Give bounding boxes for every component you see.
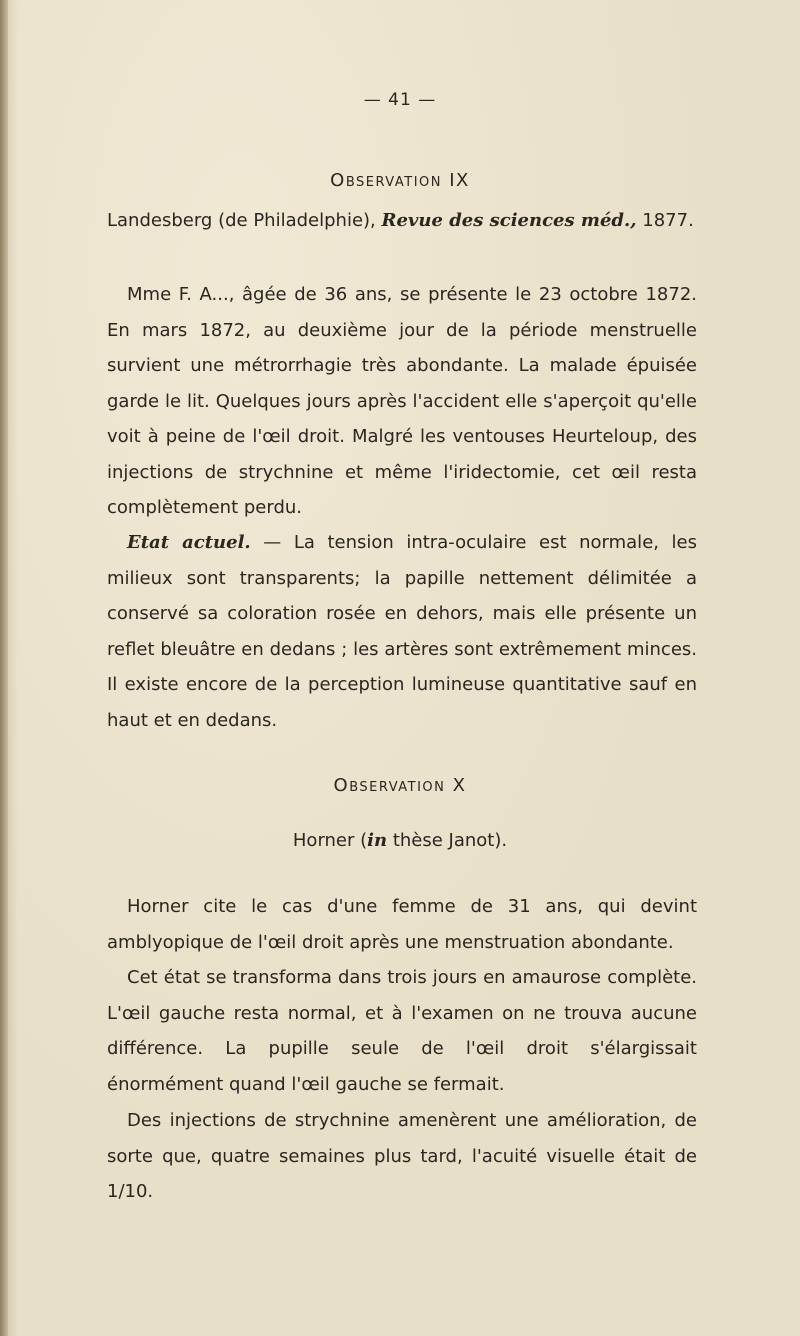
observation-9-paragraph-1: Mme F. A..., âgée de 36 ans, se présente le 23 octobre 1872. En mars 1872, au deuxième jour de la période menstruelle survient une métrorrhagie très abondante. La malade épuisée garde le lit. Quelques jours après l'accident elle s'aperçoit qu'elle voit à peine de l'œil droit. Malgré les ventouses Heurteloup, des injections de strychnine et même l'iridectomie, cet œil resta complètement perdu. — [107, 284, 697, 518]
observation-9-paragraph-2 — [107, 525, 697, 738]
reference-journal: Revue des sciences méd., — [381, 210, 637, 231]
page-number: — 41 — — [363, 90, 437, 110]
reference-rest: thèse Janot). — [387, 830, 508, 851]
observation-10-title: Observation X — [333, 775, 467, 796]
reference-author: Horner ( — [292, 830, 368, 851]
binding-edge — [0, 0, 8, 1336]
reference-author: Landesberg (de Philadelphie), — [107, 210, 376, 231]
reference-year: 1877. — [642, 210, 694, 231]
observation-10-paragraph-3: Des injections de strychnine amenèrent une amélioration, de sorte que, quatre semaines plus tard, l'acuité visuelle était de 1/10. — [107, 1110, 697, 1202]
reference-in: in — [367, 830, 388, 851]
observation-9-title: Observation IX — [330, 170, 470, 191]
observation-9-reference — [107, 210, 694, 231]
etat-actuel-label: Etat actuel. — [127, 532, 251, 553]
observation-10-reference — [0, 830, 800, 851]
etat-actuel-text: — La tension intra-oculaire est normale, les milieux sont transparents; la papille nettement délimitée a conservé sa coloration rosée en dehors, mais elle présente un reflet bleuâtre en dedans ; les artères sont extrêmement minces. Il existe encore de la perception lumineuse quantitative sauf en haut et en dedans. — [107, 532, 697, 731]
observation-10-paragraph-2: Cet état se transforma dans trois jours en amaurose complète. L'œil gauche resta normal, et à l'examen on ne trouva aucune différence. La pupille seule de l'œil droit s'élargissait énormément quand l'œil gauche se fermait. — [107, 967, 697, 1095]
observation-10-paragraph-1: Horner cite le cas d'une femme de 31 ans, qui devint amblyopique de l'œil droit après une menstruation abondante. — [107, 896, 697, 953]
